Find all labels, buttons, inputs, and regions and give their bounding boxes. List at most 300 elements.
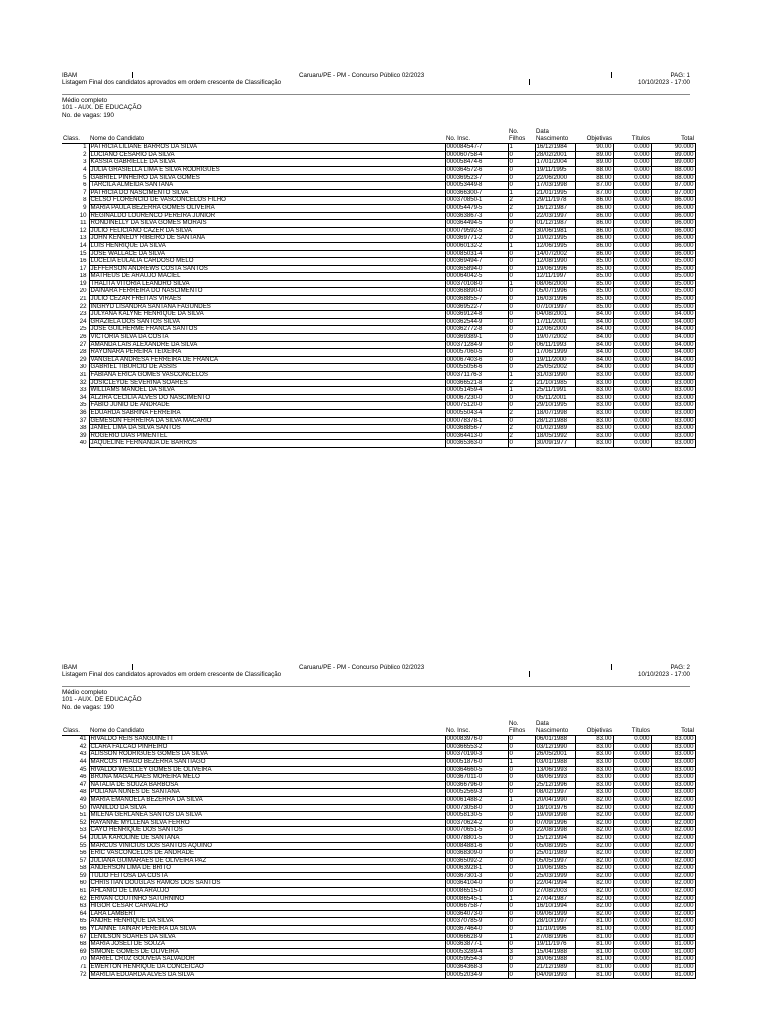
children-cell: 0: [508, 334, 535, 342]
table-row: [62, 288, 695, 296]
children-cell: 0: [508, 394, 535, 402]
header-separator: [529, 79, 530, 85]
rank-cell: 35: [62, 402, 89, 410]
titles-score-cell: 0.000: [613, 789, 651, 797]
total-score-cell: 82.000: [651, 827, 695, 835]
children-cell: 0: [508, 834, 535, 842]
objective-score-cell: 83.00: [575, 736, 613, 744]
birthdate-cell: 25/11/1991: [535, 387, 575, 395]
children-cell: 0: [508, 288, 535, 296]
total-score-cell: 83.000: [651, 774, 695, 782]
rank-cell: 65: [62, 918, 89, 926]
rank-cell: 67: [62, 933, 89, 941]
registration-cell: 000368855-7: [445, 296, 508, 304]
total-score-cell: 83.000: [651, 766, 695, 774]
children-cell: 0: [508, 880, 535, 888]
table-row: [62, 804, 695, 812]
header-rule: [62, 94, 690, 95]
total-score-cell: 81.000: [651, 918, 695, 926]
total-score-cell: 83.000: [651, 789, 695, 797]
objective-score-cell: 86.00: [575, 250, 613, 258]
table-row: [62, 812, 695, 820]
children-cell: 3: [508, 948, 535, 956]
titles-score-cell: 0.000: [613, 781, 651, 789]
registration-cell: 000367464-0: [445, 926, 508, 934]
registration-cell: 000366521-8: [445, 379, 508, 387]
children-cell: 0: [508, 182, 535, 190]
table-row: [62, 242, 695, 250]
registration-cell: 000369124-8: [445, 311, 508, 319]
birthdate-cell: 05/07/1996: [535, 288, 575, 296]
total-score-cell: 88.000: [651, 174, 695, 182]
name-cell: KASSIA GABRIELLE DA SILVA: [89, 159, 445, 167]
total-score-cell: 86.000: [651, 242, 695, 250]
registration-cell: 000085031-4: [445, 250, 508, 258]
objective-score-cell: 82.00: [575, 865, 613, 873]
children-cell: 0: [508, 402, 535, 410]
rank-cell: 59: [62, 872, 89, 880]
children-cell: 0: [508, 303, 535, 311]
objective-score-cell: 82.00: [575, 827, 613, 835]
birthdate-cell: 12/06/1995: [535, 242, 575, 250]
titles-score-cell: 0.000: [613, 926, 651, 934]
rank-cell: 11: [62, 220, 89, 228]
registration-cell: 000066628-9: [445, 933, 508, 941]
rank-cell: 15: [62, 250, 89, 258]
table-row: [62, 743, 695, 751]
name-cell: FABIANA ERICA GOMES VASCONCELOS: [89, 372, 445, 380]
birthdate-cell: 28/12/1988: [535, 417, 575, 425]
birthdate-cell: 22/03/1997: [535, 212, 575, 220]
birthdate-cell: 17/11/2001: [535, 318, 575, 326]
total-score-cell: 83.000: [651, 736, 695, 744]
table-row: [62, 394, 695, 402]
titles-score-cell: 0.000: [613, 364, 651, 372]
total-score-cell: 85.000: [651, 303, 695, 311]
children-cell: 0: [508, 736, 535, 744]
objective-score-cell: 81.00: [575, 926, 613, 934]
titles-score-cell: 0.000: [613, 872, 651, 880]
registration-cell: 000368309-0: [445, 850, 508, 858]
registration-cell: 000364104-0: [445, 880, 508, 888]
table-row: [62, 774, 695, 782]
objective-score-cell: 88.00: [575, 174, 613, 182]
titles-score-cell: 0.000: [613, 918, 651, 926]
titles-score-cell: 0.000: [613, 151, 651, 159]
registration-cell: 000368856-7: [445, 425, 508, 433]
birthdate-cell: 19/07/2002: [535, 334, 575, 342]
birthdate-cell: 21/10/1985: [535, 379, 575, 387]
titles-score-cell: 0.000: [613, 796, 651, 804]
name-cell: ALISSON RODRIGUES GOMES DA SILVA: [89, 751, 445, 759]
total-score-cell: 82.000: [651, 812, 695, 820]
registration-cell: 000369494-7: [445, 258, 508, 266]
name-cell: EWERTON HENRIQUE DA CONCEICAO: [89, 964, 445, 972]
col-children: No. Filhos: [508, 129, 535, 144]
objective-score-cell: 86.00: [575, 212, 613, 220]
birthdate-cell: 19/09/1998: [535, 812, 575, 820]
total-score-cell: 81.000: [651, 933, 695, 941]
birthdate-cell: 07/10/1997: [535, 303, 575, 311]
objective-score-cell: 83.00: [575, 440, 613, 448]
children-cell: 0: [508, 159, 535, 167]
registration-cell: 000051876-0: [445, 758, 508, 766]
table-row: [62, 903, 695, 911]
registration-cell: 000364572-6: [445, 166, 508, 174]
children-cell: 1: [508, 895, 535, 903]
name-cell: JANIEL LIMA DA SILVA SANTOS: [89, 425, 445, 433]
titles-score-cell: 0.000: [613, 326, 651, 334]
titles-score-cell: 0.000: [613, 964, 651, 972]
col-registration: No. Insc.: [445, 721, 508, 736]
registration-cell: 000059554-3: [445, 956, 508, 964]
total-score-cell: 83.000: [651, 417, 695, 425]
objective-score-cell: 88.00: [575, 166, 613, 174]
total-score-cell: 85.000: [651, 258, 695, 266]
titles-score-cell: 0.000: [613, 235, 651, 243]
col-children: No. Filhos: [508, 721, 535, 736]
children-cell: 0: [508, 910, 535, 918]
name-cell: AMANDA LAIS ALEXANDRE DA SILVA: [89, 341, 445, 349]
titles-score-cell: 0.000: [613, 804, 651, 812]
name-cell: JAQUELINE FERNANDA DE BARROS: [89, 440, 445, 448]
objective-score-cell: 87.00: [575, 189, 613, 197]
rank-cell: 18: [62, 273, 89, 281]
titles-score-cell: 0.000: [613, 933, 651, 941]
titles-score-cell: 0.000: [613, 197, 651, 205]
birthdate-cell: 06/11/1993: [535, 341, 575, 349]
name-cell: RAYONARA PEREIRA TEIXEIRA: [89, 349, 445, 357]
objective-score-cell: 84.00: [575, 326, 613, 334]
registration-cell: 000364413-0: [445, 432, 508, 440]
titles-score-cell: 0.000: [613, 812, 651, 820]
objective-score-cell: 81.00: [575, 933, 613, 941]
titles-score-cell: 0.000: [613, 212, 651, 220]
registration-cell: 000369771-2: [445, 235, 508, 243]
total-score-cell: 81.000: [651, 948, 695, 956]
name-cell: POLIANA NUNES DE SANTANA: [89, 789, 445, 797]
name-cell: GEMESON FERREIRA DA SILVA MACARIO: [89, 417, 445, 425]
rank-cell: 13: [62, 235, 89, 243]
titles-score-cell: 0.000: [613, 303, 651, 311]
objective-score-cell: 81.00: [575, 956, 613, 964]
col-titles: Títulos: [613, 129, 651, 144]
contest-title: Caruaru/PE - PM - Concurso Público 02/2023: [299, 664, 425, 671]
name-cell: MARIA PAULA BEZERRA GOMES OLIVEIRA: [89, 204, 445, 212]
objective-score-cell: 85.00: [575, 303, 613, 311]
registration-cell: 000061488-2: [445, 796, 508, 804]
table-row: [62, 334, 695, 342]
objective-score-cell: 83.00: [575, 417, 613, 425]
table-row: [62, 789, 695, 797]
registration-cell: 000365894-0: [445, 265, 508, 273]
table-row: [62, 212, 695, 220]
registration-cell: 000364660-5: [445, 766, 508, 774]
birthdate-cell: 30/06/1988: [535, 956, 575, 964]
children-cell: 1: [508, 933, 535, 941]
table-row: [62, 758, 695, 766]
total-score-cell: 83.000: [651, 387, 695, 395]
rank-cell: 46: [62, 774, 89, 782]
registration-cell: 000362544-9: [445, 318, 508, 326]
objective-score-cell: 83.00: [575, 402, 613, 410]
registration-cell: 000084547-7: [445, 144, 508, 152]
titles-score-cell: 0.000: [613, 774, 651, 782]
total-score-cell: 82.000: [651, 842, 695, 850]
total-score-cell: 84.000: [651, 311, 695, 319]
children-cell: 0: [508, 364, 535, 372]
children-cell: 0: [508, 888, 535, 896]
children-cell: 0: [508, 964, 535, 972]
objective-score-cell: 86.00: [575, 220, 613, 228]
children-cell: 0: [508, 417, 535, 425]
table-row: [62, 250, 695, 258]
objective-score-cell: 83.00: [575, 774, 613, 782]
name-cell: MILENA GERLANEA SANTOS DA SILVA: [89, 812, 445, 820]
table-row: [62, 417, 695, 425]
name-cell: BRUNA MAGALHAES MOREIRA MELO: [89, 774, 445, 782]
children-cell: 0: [508, 349, 535, 357]
name-cell: CLARA FALCAO PINHEIRO: [89, 743, 445, 751]
registration-cell: 000371284-9: [445, 341, 508, 349]
listing-subtitle: Listagem Final dos candidatos aprovados em ordem crescente de Classificação: [62, 79, 282, 86]
titles-score-cell: 0.000: [613, 273, 651, 281]
objective-score-cell: 83.00: [575, 751, 613, 759]
children-cell: 0: [508, 265, 535, 273]
total-score-cell: 86.000: [651, 204, 695, 212]
total-score-cell: 81.000: [651, 941, 695, 949]
objective-score-cell: 82.00: [575, 819, 613, 827]
table-row: [62, 857, 695, 865]
objective-score-cell: 87.00: [575, 182, 613, 190]
table-row: [62, 356, 695, 364]
name-cell: LUCELIA EULALIA CARDOSO MELO: [89, 258, 445, 266]
objective-score-cell: 81.00: [575, 918, 613, 926]
name-cell: JOSICLEYDE SEVERINA SOARES: [89, 379, 445, 387]
name-cell: IVANILDO DA SILVA: [89, 804, 445, 812]
total-score-cell: 83.000: [651, 440, 695, 448]
titles-score-cell: 0.000: [613, 432, 651, 440]
titles-score-cell: 0.000: [613, 334, 651, 342]
rank-cell: 31: [62, 372, 89, 380]
registration-cell: 000063928-1: [445, 865, 508, 873]
name-cell: JULIANA GUIMARAES DE OLIVEIRA PAZ: [89, 857, 445, 865]
titles-score-cell: 0.000: [613, 819, 651, 827]
table-row: [62, 956, 695, 964]
titles-score-cell: 0.000: [613, 910, 651, 918]
birthdate-cell: 05/11/2001: [535, 394, 575, 402]
listing-subtitle: Listagem Final dos candidatos aprovados em ordem crescente de Classificação: [62, 671, 282, 678]
table-row: [62, 174, 695, 182]
total-score-cell: 83.000: [651, 402, 695, 410]
rank-cell: 20: [62, 288, 89, 296]
birthdate-cell: 26/05/2001: [535, 751, 575, 759]
rank-cell: 38: [62, 425, 89, 433]
name-cell: LARA LAMBERT: [89, 910, 445, 918]
rank-cell: 22: [62, 303, 89, 311]
titles-score-cell: 0.000: [613, 751, 651, 759]
rank-cell: 7: [62, 189, 89, 197]
objective-score-cell: 86.00: [575, 235, 613, 243]
registration-cell: 000369523-7: [445, 174, 508, 182]
registration-cell: 000364368-3: [445, 964, 508, 972]
rank-cell: 33: [62, 387, 89, 395]
name-cell: CAYO HENRIQUE DOS SANTOS: [89, 827, 445, 835]
birthdate-cell: 19/11/2000: [535, 356, 575, 364]
table-row: [62, 781, 695, 789]
rank-cell: 42: [62, 743, 89, 751]
objective-score-cell: 82.00: [575, 842, 613, 850]
titles-score-cell: 0.000: [613, 743, 651, 751]
children-cell: 0: [508, 865, 535, 873]
birthdate-cell: 13/06/1993: [535, 766, 575, 774]
table-row: [62, 872, 695, 880]
rank-cell: 21: [62, 296, 89, 304]
children-cell: 2: [508, 197, 535, 205]
objective-score-cell: 83.00: [575, 766, 613, 774]
birthdate-cell: 08/06/1993: [535, 774, 575, 782]
objective-score-cell: 82.00: [575, 880, 613, 888]
objective-score-cell: 81.00: [575, 941, 613, 949]
name-cell: DAINARA FERREIRA DO NASCIMENTO: [89, 288, 445, 296]
registration-cell: 000066758-7: [445, 903, 508, 911]
table-row: [62, 227, 695, 235]
birthdate-cell: 27/04/1987: [535, 895, 575, 903]
table-row: [62, 220, 695, 228]
registration-cell: 000086545-1: [445, 895, 508, 903]
rank-cell: 17: [62, 265, 89, 273]
table-row: [62, 432, 695, 440]
children-cell: 0: [508, 235, 535, 243]
registration-cell: 000055056-6: [445, 364, 508, 372]
birthdate-cell: 21/01/1995: [535, 189, 575, 197]
education-level: Médio completo: [62, 97, 108, 104]
table-row: [62, 842, 695, 850]
table-row: [62, 318, 695, 326]
objective-score-cell: 83.00: [575, 387, 613, 395]
titles-score-cell: 0.000: [613, 144, 651, 152]
name-cell: LENILSON SOARES DA SILVA: [89, 933, 445, 941]
children-cell: 0: [508, 356, 535, 364]
table-row: [62, 204, 695, 212]
registration-cell: 000078801-5: [445, 834, 508, 842]
children-cell: 0: [508, 850, 535, 858]
registration-cell: 000364073-0: [445, 910, 508, 918]
children-cell: 0: [508, 174, 535, 182]
total-score-cell: 82.000: [651, 850, 695, 858]
titles-score-cell: 0.000: [613, 857, 651, 865]
registration-cell: 000052569-3: [445, 789, 508, 797]
objective-score-cell: 84.00: [575, 318, 613, 326]
birthdate-cell: 17/06/1999: [535, 349, 575, 357]
total-score-cell: 84.000: [651, 326, 695, 334]
registration-cell: 000365092-2: [445, 857, 508, 865]
birthdate-cell: 01/02/1989: [535, 425, 575, 433]
children-cell: 1: [508, 189, 535, 197]
table-row: [62, 326, 695, 334]
registration-cell: 000070651-5: [445, 827, 508, 835]
total-score-cell: 83.000: [651, 751, 695, 759]
table-row: [62, 888, 695, 896]
table-row: [62, 303, 695, 311]
titles-score-cell: 0.000: [613, 159, 651, 167]
total-score-cell: 84.000: [651, 349, 695, 357]
objective-score-cell: 81.00: [575, 971, 613, 979]
rank-cell: 72: [62, 971, 89, 979]
name-cell: INGRYD LISANDRA SANTANA FAGUNDES: [89, 303, 445, 311]
issue-datetime: 10/10/2023 - 17:00: [638, 79, 690, 86]
total-score-cell: 86.000: [651, 235, 695, 243]
children-cell: 0: [508, 220, 535, 228]
table-row: [62, 933, 695, 941]
total-score-cell: 85.000: [651, 280, 695, 288]
objective-score-cell: 82.00: [575, 872, 613, 880]
col-name: Nome do Candidato: [89, 721, 445, 736]
total-score-cell: 83.000: [651, 432, 695, 440]
children-cell: 0: [508, 151, 535, 159]
table-row: [62, 409, 695, 417]
objective-score-cell: 84.00: [575, 349, 613, 357]
col-objective: Objetivas: [575, 721, 613, 736]
birthdate-cell: 06/01/1988: [535, 736, 575, 744]
table-row: [62, 895, 695, 903]
titles-score-cell: 0.000: [613, 227, 651, 235]
name-cell: JULIA KAROLINE DE SANTANA: [89, 834, 445, 842]
total-score-cell: 86.000: [651, 220, 695, 228]
col-total: Total: [651, 721, 695, 736]
objective-score-cell: 83.00: [575, 432, 613, 440]
name-cell: MARCOS THIAGO BEZERRA SANTIAGO: [89, 758, 445, 766]
rank-cell: 23: [62, 311, 89, 319]
titles-score-cell: 0.000: [613, 265, 651, 273]
name-cell: RIVALDO WESLLEY GOMES DE OLIVEIRA: [89, 766, 445, 774]
titles-score-cell: 0.000: [613, 417, 651, 425]
rank-cell: 14: [62, 242, 89, 250]
children-cell: 0: [508, 250, 535, 258]
col-objective: Objetivas: [575, 129, 613, 144]
titles-score-cell: 0.000: [613, 379, 651, 387]
registration-cell: 000370108-0: [445, 280, 508, 288]
birthdate-cell: 18/05/1992: [535, 432, 575, 440]
birthdate-cell: 21/12/1989: [535, 964, 575, 972]
titles-score-cell: 0.000: [613, 242, 651, 250]
children-cell: 0: [508, 296, 535, 304]
birthdate-cell: 17/01/2004: [535, 159, 575, 167]
birthdate-cell: 15/04/1988: [535, 948, 575, 956]
birthdate-cell: 22/04/1994: [535, 880, 575, 888]
titles-score-cell: 0.000: [613, 850, 651, 858]
registration-cell: 000365363-0: [445, 440, 508, 448]
registration-cell: 000058130-5: [445, 812, 508, 820]
children-cell: 0: [508, 341, 535, 349]
header-separator: [132, 664, 133, 670]
rank-cell: 56: [62, 850, 89, 858]
name-cell: JULYANA KALYNE HENRIQUE DA SILVA: [89, 311, 445, 319]
name-cell: PATRICIA DO NASCIMENTO SILVA: [89, 189, 445, 197]
table-row: [62, 834, 695, 842]
table-row: [62, 364, 695, 372]
name-cell: MARIEL CRUZ GOUVEIA SALVADOR: [89, 956, 445, 964]
registration-cell: 000053449-8: [445, 182, 508, 190]
total-score-cell: 83.000: [651, 409, 695, 417]
name-cell: RONDINELLY DA SILVA GOMES MORAIS: [89, 220, 445, 228]
birthdate-cell: 08/06/2000: [535, 280, 575, 288]
rank-cell: 4: [62, 166, 89, 174]
birthdate-cell: 05/08/1995: [535, 842, 575, 850]
registration-cell: 000079592-5: [445, 227, 508, 235]
rank-cell: 45: [62, 766, 89, 774]
objective-score-cell: 82.00: [575, 796, 613, 804]
